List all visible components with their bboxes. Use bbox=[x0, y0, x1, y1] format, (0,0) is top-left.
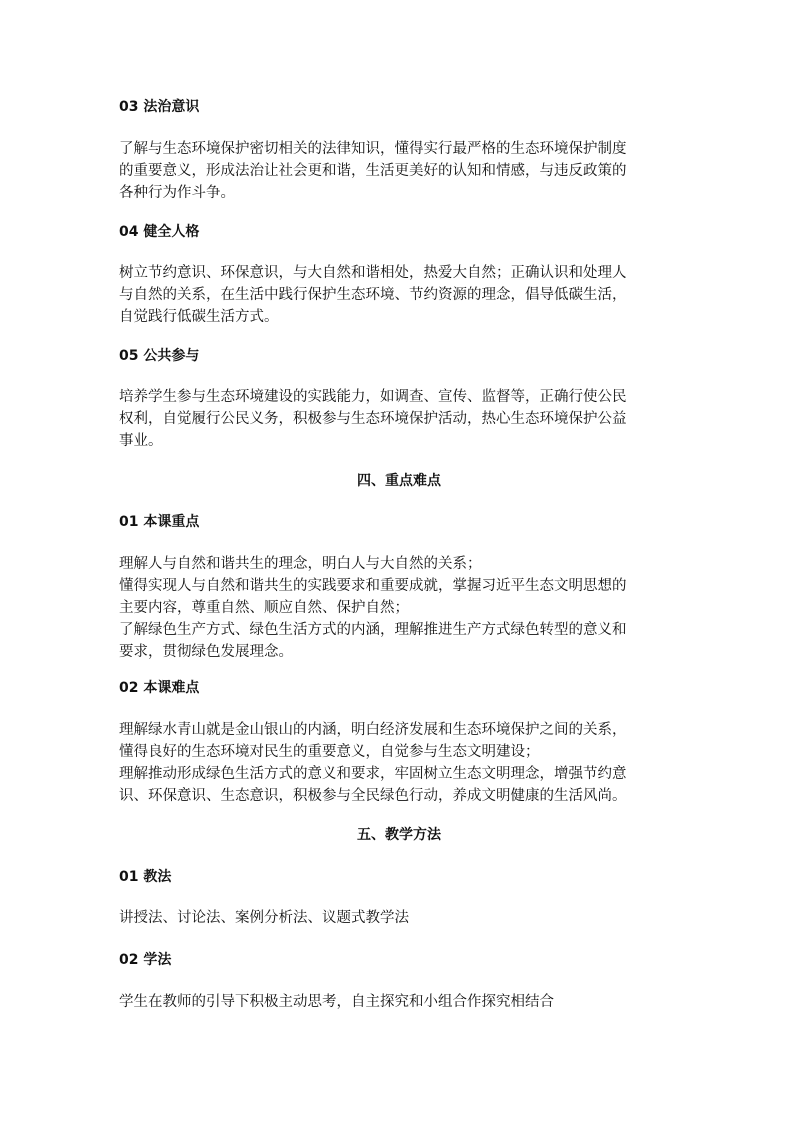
paragraph-line: 理解推动形成绿色生活方式的意义和要求，牢固树立生态文明理念，增强节约意 bbox=[119, 766, 627, 782]
section-title-key-points: 四、重点难点 bbox=[357, 473, 441, 489]
heading-sound-personality: 04 健全人格 bbox=[119, 224, 200, 240]
paragraph-rule-of-law bbox=[119, 138, 627, 204]
paragraph-line: 培养学生参与生态环境建设的实践能力，如调查、宣传、监督等，正确行使公民 bbox=[119, 389, 627, 405]
paragraph-line: 讲授法、讨论法、案例分析法、议题式教学法 bbox=[119, 910, 409, 926]
paragraph-line: 事业。 bbox=[119, 433, 163, 449]
paragraph-line: 树立节约意识、环保意识，与大自然和谐相处，热爱大自然；正确认识和处理人 bbox=[119, 265, 627, 281]
paragraph-line: 识、环保意识、生态意识，积极参与全民绿色行动，养成文明健康的生活风尚。 bbox=[119, 788, 627, 804]
paragraph-sound-personality bbox=[119, 262, 627, 328]
heading-lesson-difficulty: 02 本课难点 bbox=[119, 680, 200, 696]
heading-rule-of-law: 03 法治意识 bbox=[119, 99, 200, 115]
paragraph-public-participation bbox=[119, 386, 627, 452]
heading-lesson-focus: 01 本课重点 bbox=[119, 514, 200, 530]
paragraph-line: 学生在教师的引导下积极主动思考，自主探究和小组合作探究相结合 bbox=[119, 994, 554, 1010]
heading-learning-method: 02 学法 bbox=[119, 952, 172, 968]
paragraph-line: 懂得良好的生态环境对民生的重要意义，自觉参与生态文明建设； bbox=[119, 744, 540, 760]
paragraph-line: 的重要意义，形成法治让社会更和谐，生活更美好的认知和情感，与违反政策的 bbox=[119, 163, 627, 179]
paragraph-line: 与自然的关系，在生活中践行保护生态环境、节约资源的理念，倡导低碳生活， bbox=[119, 287, 627, 303]
paragraph-teaching-method bbox=[119, 907, 409, 929]
paragraph-line: 自觉践行低碳生活方式。 bbox=[119, 309, 279, 325]
paragraph-learning-method bbox=[119, 991, 554, 1013]
paragraph-line: 了解与生态环境保护密切相关的法律知识，懂得实行最严格的生态环境保护制度 bbox=[119, 141, 627, 157]
paragraph-line: 理解人与自然和谐共生的理念，明白人与大自然的关系； bbox=[119, 556, 482, 572]
paragraph-line: 主要内容，尊重自然、顺应自然、保护自然； bbox=[119, 600, 409, 616]
paragraph-line: 权利，自觉履行公民义务，积极参与生态环境保护活动，热心生态环境保护公益 bbox=[119, 411, 627, 427]
paragraph-line: 了解绿色生产方式、绿色生活方式的内涵，理解推进生产方式绿色转型的意义和 bbox=[119, 622, 627, 638]
paragraph-line: 理解绿水青山就是金山银山的内涵，明白经济发展和生态环境保护之间的关系， bbox=[119, 722, 627, 738]
paragraph-line: 懂得实现人与自然和谐共生的实践要求和重要成就，掌握习近平生态文明思想的 bbox=[119, 578, 627, 594]
paragraph-line: 要求，贯彻绿色发展理念。 bbox=[119, 644, 293, 660]
heading-teaching-method: 01 教法 bbox=[119, 869, 172, 885]
paragraph-lesson-difficulty bbox=[119, 719, 627, 807]
section-title-teaching-methods: 五、教学方法 bbox=[357, 827, 441, 843]
paragraph-lesson-focus bbox=[119, 553, 627, 663]
paragraph-line: 各种行为作斗争。 bbox=[119, 185, 235, 201]
heading-public-participation: 05 公共参与 bbox=[119, 348, 200, 364]
